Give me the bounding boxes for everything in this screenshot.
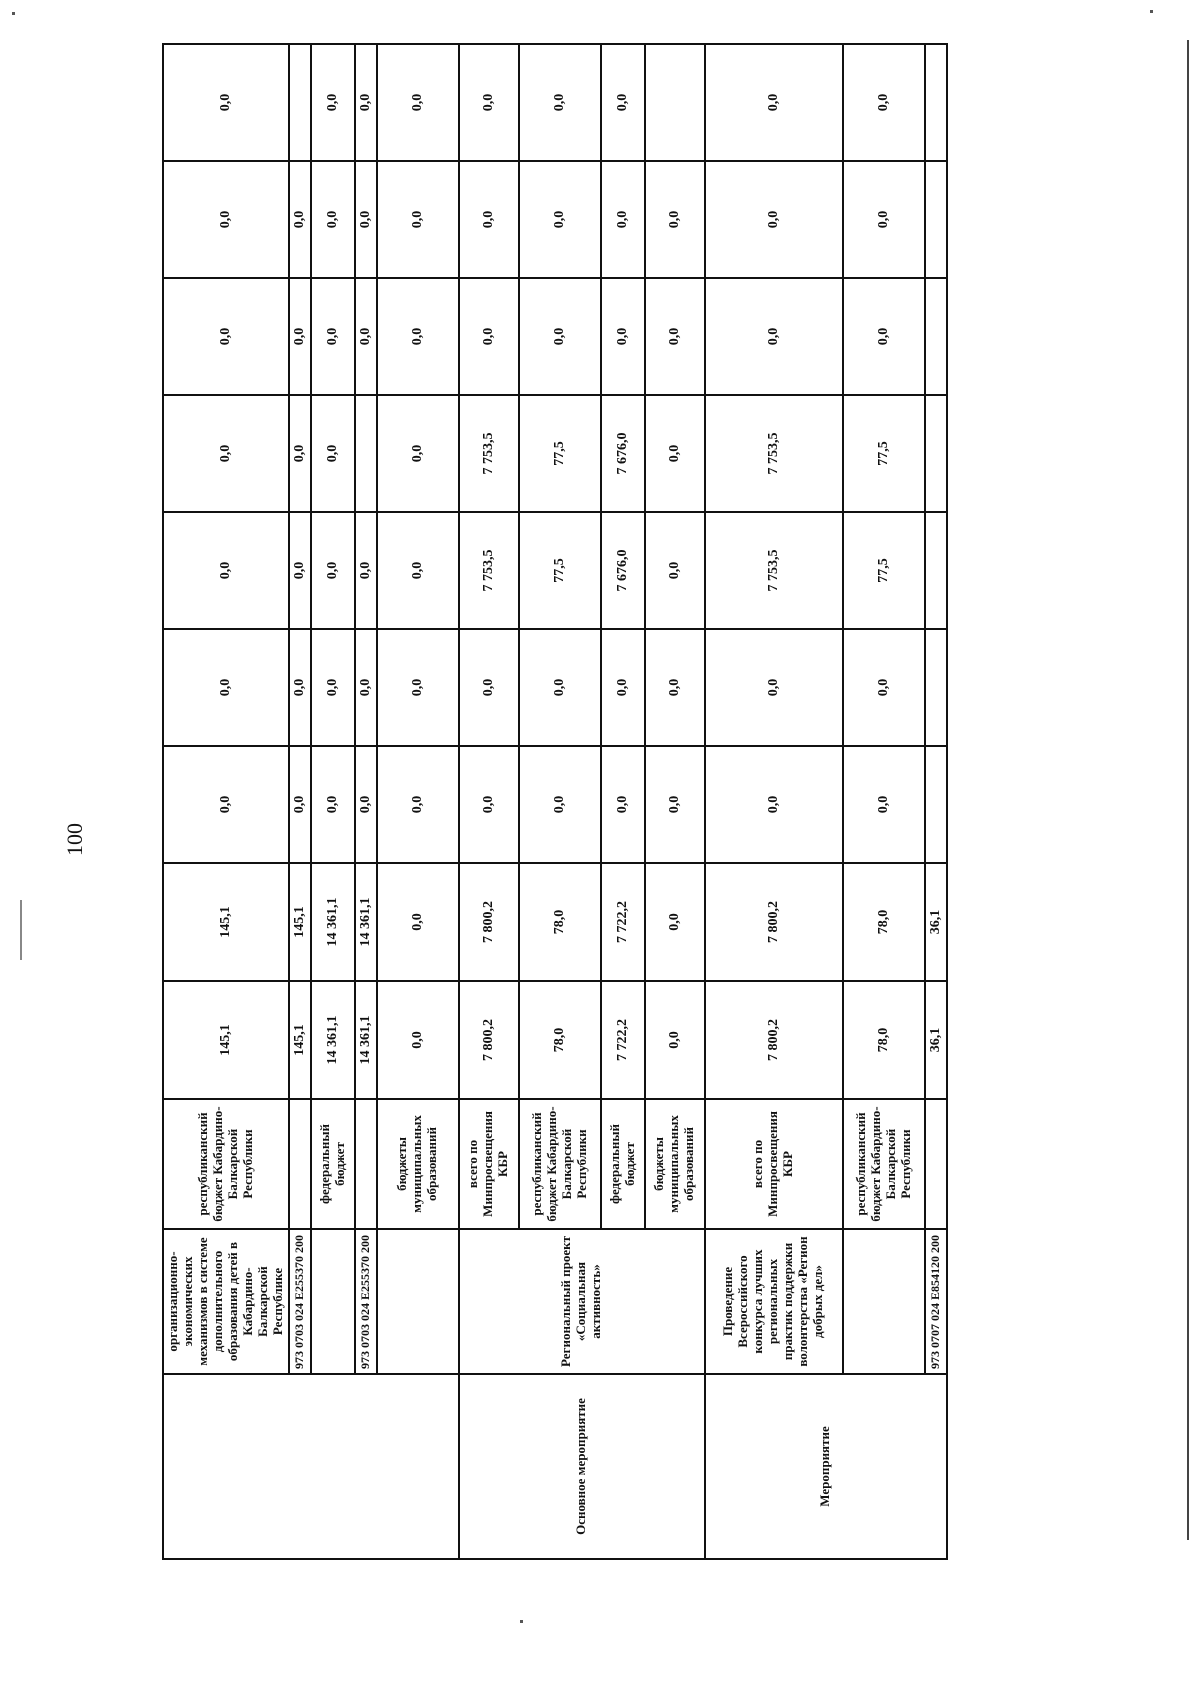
value-cell: 7 753,5: [459, 512, 519, 629]
source-cell: республиканский бюджет Кабардино-Балкарской Республики: [519, 1099, 601, 1229]
value-cell: 0,0: [289, 161, 311, 278]
value-cell: 0,0: [311, 44, 355, 161]
value-cell: 145,1: [289, 863, 311, 981]
value-cell: [289, 44, 311, 161]
value-cell: 0,0: [645, 746, 705, 863]
value-cell: 7 676,0: [601, 395, 645, 512]
name-cell: Проведение Всероссийского конкурса лучших региональных практик поддержки волонтерства «Регион добрых дел»: [705, 1229, 843, 1374]
value-cell: 0,0: [355, 278, 377, 395]
scan-speck: [12, 12, 15, 15]
budget-code-cell: 973 0703 024 E255370 200: [289, 1229, 311, 1374]
value-cell: 0,0: [289, 746, 311, 863]
value-cell: 78,0: [519, 863, 601, 981]
value-cell: 14 361,1: [311, 981, 355, 1099]
value-cell: 14 361,1: [355, 863, 377, 981]
value-cell: 145,1: [163, 981, 289, 1099]
budget-code-cell: 973 0703 024 E255370 200: [355, 1229, 377, 1374]
budget-code-cell: 973 0707 024 E854120 200: [925, 1229, 947, 1374]
table-row: [289, 44, 311, 1559]
value-cell: 0,0: [163, 161, 289, 278]
value-cell: 77,5: [843, 395, 925, 512]
value-cell: 0,0: [519, 629, 601, 746]
value-cell: 14 361,1: [311, 863, 355, 981]
name-cell: организационно-экономических механизмов в системе дополнительного образования детей в Кабардино-Балкарской Республике: [163, 1229, 289, 1374]
value-cell: 0,0: [311, 746, 355, 863]
value-cell: 145,1: [289, 981, 311, 1099]
source-cell: бюджеты муниципальных образований: [377, 1099, 459, 1229]
value-cell: 145,1: [163, 863, 289, 981]
source-cell: всего по Минпросвещения КБР: [459, 1099, 519, 1229]
value-cell: 0,0: [163, 629, 289, 746]
name-cell: [377, 1229, 459, 1374]
value-cell: 0,0: [355, 44, 377, 161]
value-cell: 36,1: [925, 981, 947, 1099]
value-cell: 7 753,5: [705, 512, 843, 629]
value-cell: 0,0: [289, 629, 311, 746]
value-cell: 0,0: [377, 981, 459, 1099]
value-cell: 7 676,0: [601, 512, 645, 629]
value-cell: 0,0: [601, 44, 645, 161]
value-cell: [925, 44, 947, 161]
value-cell: 7 800,2: [459, 981, 519, 1099]
value-cell: 0,0: [705, 629, 843, 746]
value-cell: 78,0: [843, 981, 925, 1099]
value-cell: 0,0: [645, 161, 705, 278]
source-cell: [355, 1099, 377, 1229]
value-cell: 0,0: [355, 512, 377, 629]
value-cell: 0,0: [459, 746, 519, 863]
table-row: [355, 44, 377, 1559]
value-cell: 0,0: [377, 278, 459, 395]
value-cell: 0,0: [289, 395, 311, 512]
rotated-table-wrapper: [162, 43, 948, 1560]
value-cell: 0,0: [705, 161, 843, 278]
value-cell: 0,0: [289, 512, 311, 629]
table-row: [377, 44, 459, 1559]
value-cell: [925, 395, 947, 512]
value-cell: 0,0: [163, 278, 289, 395]
value-cell: 36,1: [925, 863, 947, 981]
value-cell: 0,0: [519, 746, 601, 863]
value-cell: 7 722,2: [601, 863, 645, 981]
name-cell: [311, 1229, 355, 1374]
table-row: [163, 44, 289, 1559]
value-cell: 77,5: [519, 395, 601, 512]
value-cell: 0,0: [163, 746, 289, 863]
value-cell: 0,0: [311, 395, 355, 512]
value-cell: 0,0: [163, 395, 289, 512]
value-cell: 0,0: [377, 161, 459, 278]
value-cell: 0,0: [377, 395, 459, 512]
name-cell: [843, 1229, 925, 1374]
value-cell: 0,0: [377, 44, 459, 161]
value-cell: 0,0: [645, 981, 705, 1099]
value-cell: [925, 161, 947, 278]
value-cell: 0,0: [705, 278, 843, 395]
value-cell: 14 361,1: [355, 981, 377, 1099]
scan-edge-line: [1187, 40, 1189, 1540]
value-cell: 0,0: [519, 44, 601, 161]
source-cell: бюджеты муниципальных образований: [645, 1099, 705, 1229]
table-row: [705, 44, 843, 1559]
value-cell: 0,0: [355, 161, 377, 278]
value-cell: 0,0: [355, 746, 377, 863]
value-cell: 0,0: [705, 44, 843, 161]
value-cell: 0,0: [311, 512, 355, 629]
value-cell: 0,0: [843, 746, 925, 863]
source-cell: [925, 1099, 947, 1229]
budget-table: [162, 43, 948, 1560]
table-body: [163, 44, 947, 1559]
value-cell: 0,0: [459, 161, 519, 278]
value-cell: 0,0: [311, 161, 355, 278]
status-cell: Основное мероприятие: [459, 1374, 705, 1559]
value-cell: 0,0: [377, 746, 459, 863]
scan-speck: [1150, 10, 1153, 13]
value-cell: 0,0: [289, 278, 311, 395]
value-cell: 0,0: [311, 278, 355, 395]
value-cell: [925, 746, 947, 863]
value-cell: 7 753,5: [459, 395, 519, 512]
status-cell: Мероприятие: [705, 1374, 947, 1559]
table-row: [459, 44, 519, 1559]
value-cell: [355, 395, 377, 512]
source-cell: всего по Минпросвещения КБР: [705, 1099, 843, 1229]
value-cell: 0,0: [601, 629, 645, 746]
value-cell: 0,0: [645, 512, 705, 629]
value-cell: 7 800,2: [705, 863, 843, 981]
value-cell: 7 722,2: [601, 981, 645, 1099]
value-cell: 0,0: [311, 629, 355, 746]
value-cell: 0,0: [459, 629, 519, 746]
source-cell: республиканский бюджет Кабардино-Балкарской Республики: [843, 1099, 925, 1229]
value-cell: 0,0: [705, 746, 843, 863]
value-cell: 0,0: [377, 629, 459, 746]
source-cell: федеральный бюджет: [311, 1099, 355, 1229]
scan-speck: [20, 900, 22, 960]
table-row: [311, 44, 355, 1559]
value-cell: [925, 512, 947, 629]
value-cell: 0,0: [645, 395, 705, 512]
value-cell: 0,0: [601, 161, 645, 278]
value-cell: 0,0: [163, 512, 289, 629]
value-cell: 0,0: [645, 863, 705, 981]
value-cell: [925, 629, 947, 746]
source-cell: [289, 1099, 311, 1229]
source-cell: республиканский бюджет Кабардино-Балкарской Республики: [163, 1099, 289, 1229]
scan-speck: [520, 1620, 523, 1623]
value-cell: 78,0: [519, 981, 601, 1099]
value-cell: 7 800,2: [459, 863, 519, 981]
value-cell: 77,5: [519, 512, 601, 629]
value-cell: 0,0: [843, 629, 925, 746]
value-cell: 0,0: [601, 278, 645, 395]
value-cell: 0,0: [645, 278, 705, 395]
value-cell: 0,0: [601, 746, 645, 863]
status-cell: [163, 1374, 459, 1559]
value-cell: 0,0: [163, 44, 289, 161]
value-cell: 0,0: [377, 512, 459, 629]
value-cell: 77,5: [843, 512, 925, 629]
value-cell: [925, 278, 947, 395]
value-cell: 0,0: [377, 863, 459, 981]
name-cell: Региональный проект «Социальная активность»: [459, 1229, 705, 1374]
source-cell: федеральный бюджет: [601, 1099, 645, 1229]
value-cell: 78,0: [843, 863, 925, 981]
page-number: 100: [62, 823, 87, 856]
value-cell: 0,0: [459, 44, 519, 161]
value-cell: 0,0: [355, 629, 377, 746]
value-cell: 7 800,2: [705, 981, 843, 1099]
table-row: [925, 44, 947, 1559]
value-cell: 0,0: [519, 161, 601, 278]
value-cell: [645, 44, 705, 161]
table-row: [843, 44, 925, 1559]
value-cell: 0,0: [843, 161, 925, 278]
value-cell: 0,0: [519, 278, 601, 395]
value-cell: 0,0: [645, 629, 705, 746]
value-cell: 0,0: [843, 278, 925, 395]
value-cell: 7 753,5: [705, 395, 843, 512]
value-cell: 0,0: [459, 278, 519, 395]
value-cell: 0,0: [843, 44, 925, 161]
